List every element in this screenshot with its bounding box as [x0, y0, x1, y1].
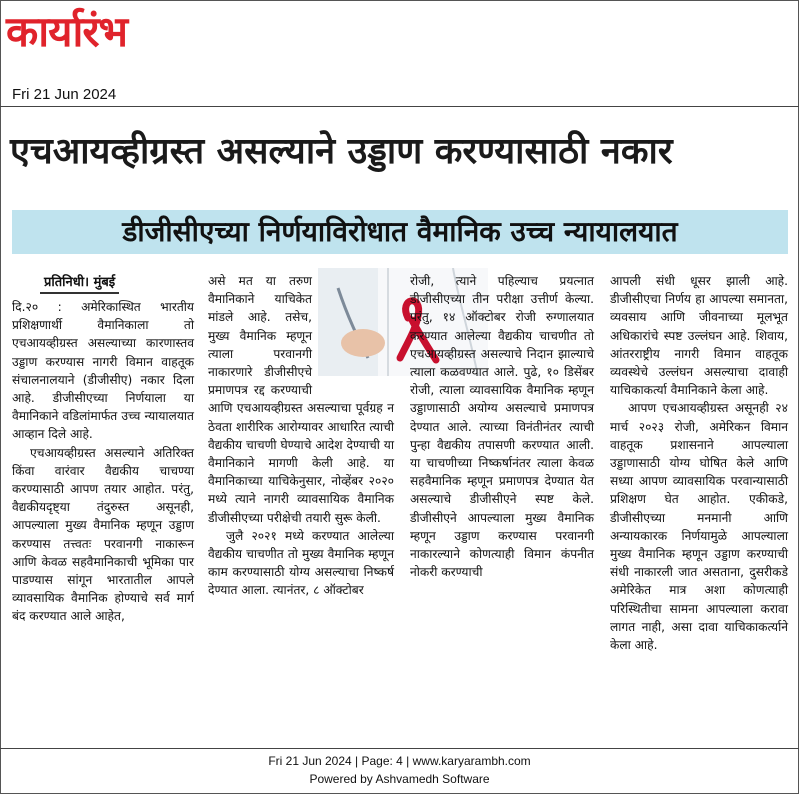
edition-date: Fri 21 Jun 2024 — [12, 86, 117, 103]
article-byline: प्रतिनिधी। मुंबई — [40, 274, 119, 294]
paragraph: रोजी, त्याने पहिल्याच प्रयत्नात डीजीसीएच्या तीन परीक्षा उत्तीर्ण केल्या. परंतु, १४ ऑक्टोबर रोजी रुग्णालयात करण्यात आलेल्या वैद्यकीय चाचणीत तो एचआयव्हीग्रस्त असल्याचे निदान झाल्याचे त्याला कळवण्यात आले. पुढे, १० डिसेंबर रोजी, त्याला व्यावसायिक वैमानिक म्हणून उड्डाणासाठी अयोग्य असल्याचे प्रमाणपत्र देण्यात आले. त्याच्या विनंतीनंतर त्याची पुन्हा वैद्यकीय तपासणी करण्यात आली. या चाचणीच्या निष्कर्षानंतर त्याला केवळ सहवैमानिक म्हणून प्रमाणपत्र देण्यात येत असल्याचे डीजीसीएने स्पष्ट केले. डीजीसीएने आपल्याला मुख्य वैमानिक म्हणून उड्डाण करण्यास परवानगी नाकारल्याने कोणत्याही विमान कंपनीत नोकरी करण्याची — [410, 274, 594, 580]
article-headline: एचआयव्हीग्रस्त असल्याने उड्डाण करण्यासाठी नकार — [10, 131, 673, 172]
paragraph: जुलै २०२१ मध्ये करण्यात आलेल्या वैद्यकीय चाचणीत तो मुख्य वैमानिक म्हणून काम करण्यासाठी योग्य असल्याचा निष्कर्ष देण्यात आला. त्यानंतर, ८ ऑक्टोबर — [208, 528, 394, 598]
brand-logo: कार्यारंभ — [6, 7, 128, 56]
article-column-3 — [410, 272, 594, 581]
article-column-4 — [610, 272, 788, 654]
footer-divider — [0, 748, 799, 749]
paragraph: एचआयव्हीग्रस्त असल्याने अतिरिक्त किंवा वारंवार वैद्यकीय चाचण्या करण्यासाठी आपण तयार आहोत. परंतु, वैद्यकीयदृष्ट्या तंदुरुस्त असूनही, आपल्याला मुख्य वैमानिक म्हणून उड्डाण करण्यास तत्त्वतः परवानगी नाकारून आणि केवळ सहवैमानिकाची भूमिका पार पाडण्यास सांगून भारतातील आपले व्यावसायिक वैमानिक होण्याचे सर्व मार्ग बंद करण्यात आले आहेत, — [12, 445, 194, 624]
paragraph: असे मत या तरुण वैमानिकाने याचिकेत मांडले आहे. तसेच, मुख्य वैमानिक म्हणून त्याला परवानगी नाकारणारे डीजीसीएचे प्रमाणपत्र रद्द करण्याची आणि एचआयव्हीग्रस्त असल्याचा पूर्वग्रह न ठेवता शारीरिक आरोग्यावर आधारित त्याची वैद्यकीय चाचणी घेण्याचे आदेश देण्याची या वैमानिकाने मागणी केली आहे. या वैमानिकाच्या याचिकेनुसार, नोव्हेंबर २०२० मध्ये त्याने नागरी व्यावसायिक वैमानिक डीजीसीएच्या परीक्षेची तयारी सुरू केली. — [208, 274, 394, 525]
footer-credit: Powered by Ashvamedh Software — [309, 772, 490, 786]
paragraph: दि.२० : अमेरिकास्थित भारतीय प्रशिक्षणार्थी वैमानिकाला तो एचआयव्हीग्रस्त असल्याच्या कारणास्तव उड्डाण करण्यास नागरी विमान वाहतूक संचालनालयाने (डीजीसीए) नकार दिला आहे. डीजीसीएच्या निर्णयाला या वैमानिकाने वडिलांमार्फत उच्च न्यायालयात आव्हान दिले आहे. — [12, 300, 194, 442]
masthead-divider — [0, 106, 799, 107]
article-column-1 — [12, 298, 194, 626]
paragraph: आपली संधी धूसर झाली आहे. डीजीसीएचा निर्णय हा आपल्या समानता, व्यवसाय आणि जीवनाच्या मूलभूत अधिकारांचे स्पष्ट उल्लंघन आहे. शिवाय, आंतरराष्ट्रीय नागरी विमान वाहतूक व्यवस्थेचे उल्लंघन असल्याचा दावाही याचिकाकर्त्या वैमानिकाने केला आहे. — [610, 274, 788, 398]
page-footer — [0, 752, 799, 788]
footer-page-info: Fri 21 Jun 2024 | Page: 4 | www.karyarambh.com — [268, 754, 531, 768]
paragraph: आपण एचआयव्हीग्रस्त असूनही २४ मार्च २०२३ रोजी, अमेरिकन विमान वाहतूक प्रशासनाने आपल्याला उड्डाणासाठी योग्य घोषित केले आणि सध्या आपण व्यावसायिक परवान्यासाठी प्रशिक्षण घेत आहोत. एकीकडे, डीजीसीएच्या मनमानी आणि अन्यायकारक निर्णयामुळे आपल्याला मुख्य वैमानिक म्हणून उड्डाण करण्याची संधी नाकारली जात असताना, दुसरीकडे अमेरिकेत मात्र अशा कोणत्याही परिस्थितीचा सामना आपल्याला करावा लागत नाही, असा दावा याचिकाकर्त्याने केला आहे. — [610, 401, 788, 653]
article-subheadline: डीजीसीएच्या निर्णयाविरोधात वैमानिक उच्च न्यायालयात — [12, 210, 788, 254]
